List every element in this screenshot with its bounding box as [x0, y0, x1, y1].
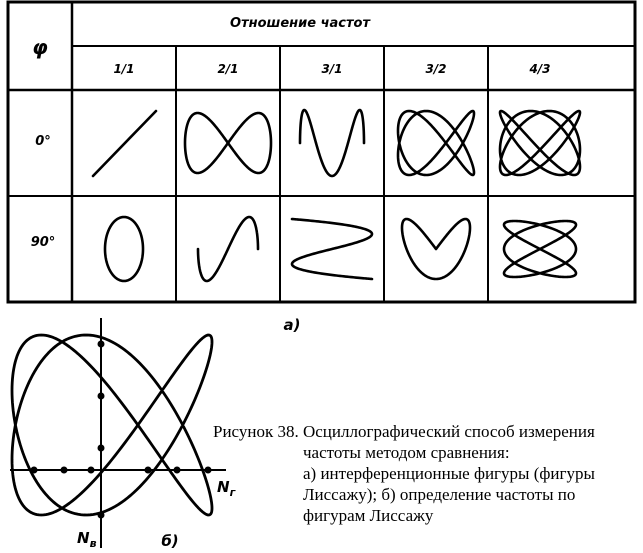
phase-label-90: 90° — [30, 235, 56, 250]
ratio-label-2-1: 2/1 — [217, 62, 239, 76]
caption-line-3: а) интерференционные фигуры (фигуры — [303, 464, 595, 483]
caption-line-4: Лиссажу); б) определение частоты по — [303, 485, 576, 504]
phase-label-0: 0° — [35, 134, 51, 149]
figure-3-2-phase-90 — [402, 219, 470, 279]
intersection-dot — [88, 467, 95, 474]
figure-1-1-phase-0 — [93, 111, 156, 176]
part-a-label: а) — [283, 316, 301, 334]
ratio-label-1-1: 1/1 — [113, 62, 135, 76]
ratio-label-3-1: 3/1 — [321, 62, 343, 76]
intersection-dot — [174, 467, 181, 474]
caption-line-5: фигурам Лиссажу — [303, 506, 434, 525]
figure-2-1-phase-90 — [198, 217, 258, 281]
ratio-header: Отношение частот — [230, 16, 370, 31]
caption-line-2: частоты методом сравнения: — [303, 443, 510, 462]
figure-3-1-phase-0 — [300, 110, 364, 176]
intersection-dot — [61, 467, 68, 474]
intersection-dot — [145, 467, 152, 474]
part-b-label: б) — [161, 532, 179, 550]
ratio-label-3-2: 3/2 — [425, 62, 447, 76]
axis-v-label: $N_в$ — [77, 529, 97, 550]
figure-1-1-phase-90 — [105, 217, 143, 281]
figure-4-3-phase-90 — [504, 221, 576, 277]
ratio-label-4-3: 4/3 — [529, 62, 551, 76]
detail-figure — [10, 318, 237, 550]
axis-h-label: $N_г$ — [217, 478, 236, 499]
intersection-dot — [98, 341, 105, 348]
intersection-dot — [205, 467, 212, 474]
intersection-dot — [98, 512, 105, 519]
phase-header: φ — [32, 35, 48, 59]
caption-line-1: Рисунок 38. Осциллографический способ измерения — [213, 422, 595, 441]
figure-caption — [213, 421, 641, 526]
figure-3-1-phase-90 — [292, 219, 372, 279]
figure-2-1-phase-0 — [185, 113, 271, 173]
intersection-dot — [31, 467, 38, 474]
intersection-dot — [98, 445, 105, 452]
figure-4-3-phase-0 — [500, 111, 580, 175]
detail-lissajous-curve — [12, 335, 212, 515]
intersection-dot — [98, 393, 105, 400]
figure-3-2-phase-0 — [398, 111, 474, 175]
